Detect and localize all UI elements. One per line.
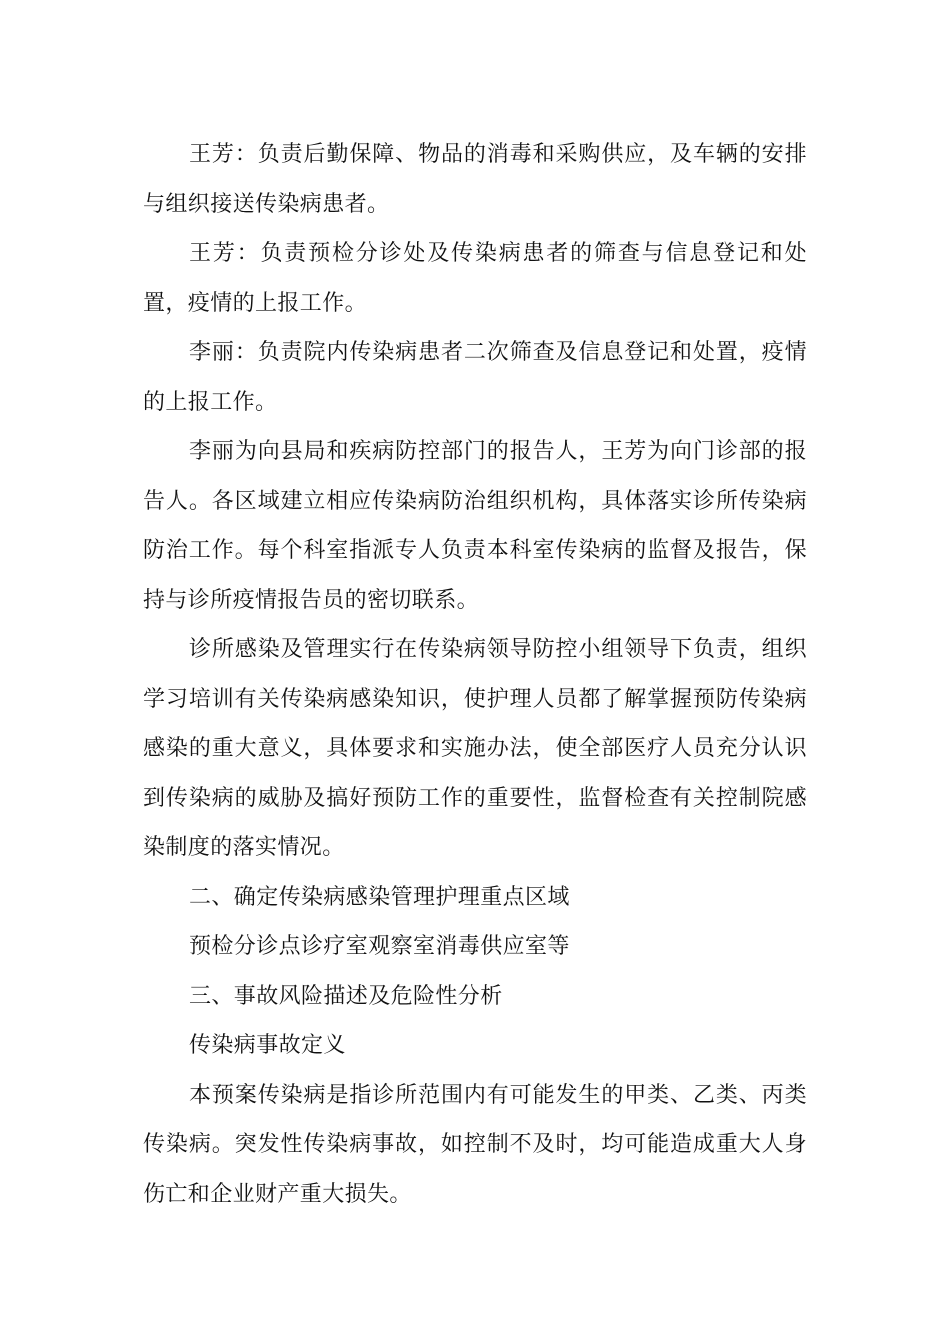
paragraph-li-li-screening: 李丽：负责院内传染病患者二次筛查及信息登记和处置，疫情的上报工作。 xyxy=(143,340,807,415)
section-heading-key-areas: 二、确定传染病感染管理护理重点区域 xyxy=(189,884,570,910)
paragraph-wang-fang-logistics: 王芳：负责后勤保障、物品的消毒和采购供应，及车辆的安排与组织接送传染病患者。 xyxy=(143,142,807,217)
document-body xyxy=(143,130,807,1219)
subheading-accident-definition: 传染病事故定义 xyxy=(189,1033,346,1058)
paragraph-infection-management: 诊所感染及管理实行在传染病领导防控小组领导下负责，组织学习培训有关传染病感染知识，使护理人员都了解掌握预防传染病感染的重大意义，具体要求和实施办法，使全部医疗人员充分认识到传染病的威胁及搞好预防工作的重要性，监督检查有关控制院感染制度的落实情况。 xyxy=(143,637,807,860)
paragraph-reporters: 李丽为向县局和疾病防控部门的报告人，王芳为向门诊部的报告人。各区域建立相应传染病防治组织机构，具体落实诊所传染病防治工作。每个科室指派专人负责本科室传染病的监督及报告，保持与诊所疫情报告员的密切联系。 xyxy=(143,439,807,613)
paragraph-key-areas-list: 预检分诊点诊疗室观察室消毒供应室等 xyxy=(189,934,570,959)
section-heading-risk-analysis: 三、事故风险描述及危险性分析 xyxy=(189,983,503,1009)
paragraph-wang-fang-triage: 王芳：负责预检分诊处及传染病患者的筛查与信息登记和处置，疫情的上报工作。 xyxy=(143,241,807,316)
paragraph-accident-definition: 本预案传染病是指诊所范围内有可能发生的甲类、乙类、丙类传染病。突发性传染病事故，如控制不及时，均可能造成重大人身伤亡和企业财产重大损失。 xyxy=(143,1082,807,1207)
